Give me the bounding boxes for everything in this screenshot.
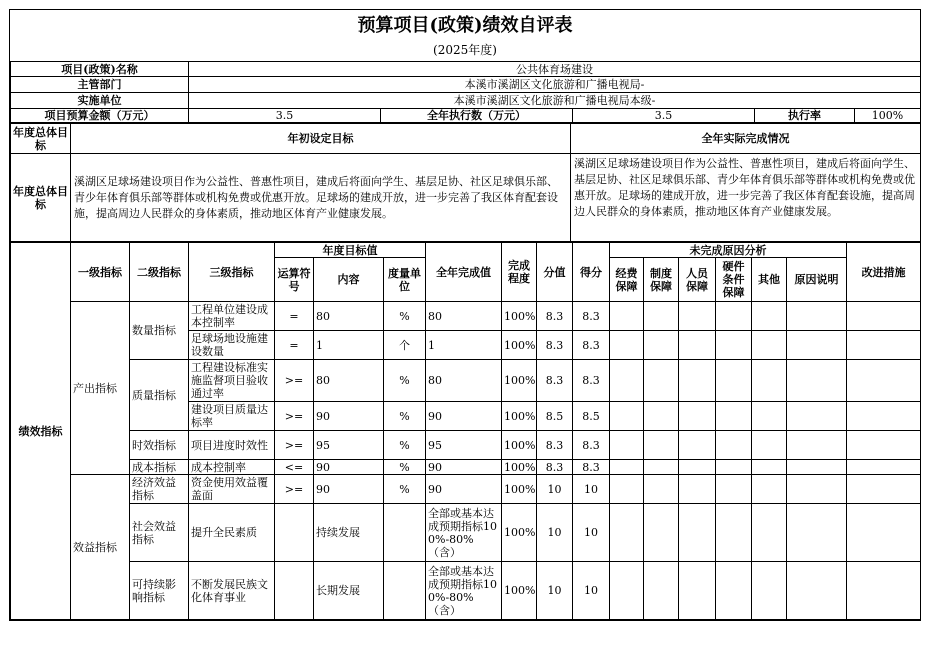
reason-cell: [716, 562, 752, 620]
actual-cell: 全部或基本达成预期指标100%-80%（含）: [426, 562, 502, 620]
actual-cell: 90: [426, 460, 502, 475]
time-indicator-label: 时效指标: [130, 431, 189, 460]
score-cell: 10: [573, 562, 610, 620]
reason-cell: [716, 302, 752, 331]
table-row: [11, 431, 921, 460]
rate-value: 100%: [855, 109, 921, 123]
reason-cell: [716, 402, 752, 431]
header-degree: 完成程度: [502, 243, 537, 302]
header-unit: 度量单位: [384, 258, 426, 302]
reason-cell: [610, 360, 644, 402]
reason-cell: [752, 402, 787, 431]
reason-cell: [610, 504, 644, 562]
reason-cell: [644, 360, 679, 402]
reason-cell: [716, 475, 752, 504]
planned-goal-text: 溪湖区足球场建设项目作为公益性、普惠性项目，建成后将面向学生、基层足协、社区足球俱乐部、青少年体育俱乐部等群体或机构免费或优惠开放。足球场的建成开放，进一步完善了我区体育配套设施，提高周边人民群众的身体素质，推动地区体育产业健康发展。: [71, 154, 571, 242]
value-cell: 10: [537, 504, 573, 562]
reason-cell: [679, 431, 716, 460]
reason-cell: [644, 402, 679, 431]
budget-label: 项目预算金额（万元）: [11, 109, 189, 123]
reason-cell: [716, 360, 752, 402]
level3-name: 不断发展民族文化体育事业: [189, 562, 275, 620]
reason-cell: [752, 360, 787, 402]
degree-cell: 100%: [502, 331, 537, 360]
reason-cell: [610, 402, 644, 431]
project-name-label: 项目(政策)名称: [11, 62, 189, 77]
header-reason-funding: 经费保障: [610, 258, 644, 302]
degree-cell: 100%: [502, 360, 537, 402]
actual-cell: 90: [426, 402, 502, 431]
economic-indicator-label: 经济效益指标: [130, 475, 189, 504]
social-indicator-label: 社会效益指标: [130, 504, 189, 562]
header-reason-system: 制度保障: [644, 258, 679, 302]
reason-cell: [679, 562, 716, 620]
reason-cell: [610, 475, 644, 504]
executed-value: 3.5: [573, 109, 755, 123]
unit-label: 实施单位: [11, 93, 189, 109]
reason-cell: [787, 504, 847, 562]
unit-cell: 个: [384, 331, 426, 360]
score-cell: 8.3: [573, 431, 610, 460]
header-level3: 三级指标: [189, 243, 275, 302]
score-cell: 8.3: [573, 331, 610, 360]
actual-cell: 80: [426, 360, 502, 402]
reason-cell: [644, 431, 679, 460]
performance-indicators-table: [10, 242, 921, 620]
value-cell: 8.5: [537, 402, 573, 431]
level3-name: 资金使用效益覆盖面: [189, 475, 275, 504]
reason-cell: [679, 360, 716, 402]
degree-cell: 100%: [502, 460, 537, 475]
reason-cell: [610, 460, 644, 475]
value-cell: 8.3: [537, 460, 573, 475]
reason-cell: [787, 402, 847, 431]
table-row: [11, 475, 921, 504]
planned-goal-header: 年初设定目标: [71, 124, 571, 154]
project-name-value: 公共体育场建设: [189, 62, 921, 77]
content-cell: 80: [314, 360, 384, 402]
reason-cell: [787, 460, 847, 475]
goals-section-label: 年度总体目标: [11, 124, 71, 154]
budget-value: 3.5: [189, 109, 381, 123]
content-cell: 持续发展: [314, 504, 384, 562]
value-cell: 8.3: [537, 331, 573, 360]
rate-label: 执行率: [755, 109, 855, 123]
header-actual: 全年完成值: [426, 243, 502, 302]
level3-name: 建设项目质量达标率: [189, 402, 275, 431]
reason-cell: [679, 402, 716, 431]
benefit-indicator-label: 效益指标: [71, 475, 130, 620]
reason-cell: [644, 331, 679, 360]
goals-row-label: 年度总体目标: [11, 154, 71, 242]
measures-cell: [847, 460, 921, 475]
measures-cell: [847, 475, 921, 504]
project-info-table: [10, 61, 921, 123]
content-cell: 90: [314, 475, 384, 504]
degree-cell: 100%: [502, 562, 537, 620]
reason-cell: [787, 562, 847, 620]
reason-cell: [610, 331, 644, 360]
header-content: 内容: [314, 258, 384, 302]
unit-cell: %: [384, 475, 426, 504]
measures-cell: [847, 562, 921, 620]
actual-cell: 全部或基本达成预期指标100%-80%（含）: [426, 504, 502, 562]
degree-cell: 100%: [502, 302, 537, 331]
reason-cell: [679, 460, 716, 475]
header-level2: 二级指标: [130, 243, 189, 302]
measures-cell: [847, 431, 921, 460]
self-evaluation-sheet: [9, 9, 921, 621]
reason-cell: [679, 504, 716, 562]
degree-cell: 100%: [502, 402, 537, 431]
reason-cell: [679, 302, 716, 331]
degree-cell: 100%: [502, 475, 537, 504]
unit-value: 本溪市溪湖区文化旅游和广播电视局本级-: [189, 93, 921, 109]
quantity-indicator-label: 数量指标: [130, 302, 189, 360]
operator-cell: [275, 504, 314, 562]
reason-cell: [716, 504, 752, 562]
header-measures: 改进措施: [847, 243, 921, 302]
department-label: 主管部门: [11, 77, 189, 93]
unit-cell: %: [384, 302, 426, 331]
header-reason-group: 未完成原因分析: [610, 243, 847, 258]
reason-cell: [787, 431, 847, 460]
reason-cell: [752, 460, 787, 475]
table-row: [11, 504, 921, 562]
score-cell: 10: [573, 475, 610, 504]
actual-cell: 95: [426, 431, 502, 460]
sustainable-indicator-label: 可持续影响指标: [130, 562, 189, 620]
reason-cell: [752, 562, 787, 620]
reason-cell: [644, 562, 679, 620]
actual-cell: 80: [426, 302, 502, 331]
header-reason-hardware: 硬件条件保障: [716, 258, 752, 302]
operator-cell: >=: [275, 431, 314, 460]
header-operator: 运算符号: [275, 258, 314, 302]
header-reason-staff: 人员保障: [679, 258, 716, 302]
cost-indicator-label: 成本指标: [130, 460, 189, 475]
actual-cell: 1: [426, 331, 502, 360]
unit-cell: %: [384, 360, 426, 402]
reason-cell: [787, 360, 847, 402]
department-value: 本溪市溪湖区文化旅游和广播电视局-: [189, 77, 921, 93]
content-cell: 长期发展: [314, 562, 384, 620]
reason-cell: [752, 302, 787, 331]
content-cell: 95: [314, 431, 384, 460]
reason-cell: [752, 504, 787, 562]
header-reason-desc: 原因说明: [787, 258, 847, 302]
quality-indicator-label: 质量指标: [130, 360, 189, 431]
operator-cell: =: [275, 331, 314, 360]
reason-cell: [787, 302, 847, 331]
unit-cell: %: [384, 460, 426, 475]
degree-cell: 100%: [502, 431, 537, 460]
score-cell: 8.5: [573, 402, 610, 431]
annual-goals-table: [10, 123, 921, 242]
reason-cell: [644, 475, 679, 504]
reason-cell: [644, 460, 679, 475]
reason-cell: [610, 302, 644, 331]
reason-cell: [610, 562, 644, 620]
measures-cell: [847, 504, 921, 562]
table-row: [11, 302, 921, 331]
level3-name: 提升全民素质: [189, 504, 275, 562]
value-cell: 10: [537, 562, 573, 620]
header-reason-other: 其他: [752, 258, 787, 302]
level3-name: 足球场地设施建设数量: [189, 331, 275, 360]
reason-cell: [679, 475, 716, 504]
actual-result-header: 全年实际完成情况: [571, 124, 921, 154]
reason-cell: [752, 431, 787, 460]
reason-cell: [752, 475, 787, 504]
reason-cell: [716, 431, 752, 460]
reason-cell: [716, 460, 752, 475]
reason-cell: [679, 331, 716, 360]
measures-cell: [847, 360, 921, 402]
actual-result-text: 溪湖区足球场建设项目作为公益性、普惠性项目，建成后将面向学生、基层足协、社区足球俱乐部、青少年体育俱乐部等群体或机构免费或优惠开放。足球场的建成开放，进一步完善了我区体育配套设施，提高周边人民群众的身体素质，推动地区体育产业健康发展。: [571, 154, 921, 242]
fiscal-year: (2025年度): [433, 43, 497, 57]
content-cell: 1: [314, 331, 384, 360]
value-cell: 8.3: [537, 302, 573, 331]
header-score-value: 分值: [537, 243, 573, 302]
measures-cell: [847, 302, 921, 331]
output-indicator-label: 产出指标: [71, 302, 130, 475]
operator-cell: >=: [275, 360, 314, 402]
degree-cell: 100%: [502, 504, 537, 562]
header-target-group: 年度目标值: [275, 243, 426, 258]
executed-label: 全年执行数（万元）: [381, 109, 573, 123]
table-row: [11, 360, 921, 402]
content-cell: 90: [314, 460, 384, 475]
reason-cell: [644, 504, 679, 562]
header-score: 得分: [573, 243, 610, 302]
operator-cell: [275, 562, 314, 620]
operator-cell: =: [275, 302, 314, 331]
level3-name: 成本控制率: [189, 460, 275, 475]
level3-name: 工程建设标准实施监督项目验收通过率: [189, 360, 275, 402]
reason-cell: [644, 302, 679, 331]
level3-name: 项目进度时效性: [189, 431, 275, 460]
content-cell: 80: [314, 302, 384, 331]
unit-cell: %: [384, 431, 426, 460]
table-row: [11, 460, 921, 475]
actual-cell: 90: [426, 475, 502, 504]
score-cell: 8.3: [573, 302, 610, 331]
reason-cell: [787, 475, 847, 504]
operator-cell: >=: [275, 475, 314, 504]
indicators-section-label: 绩效指标: [11, 243, 71, 620]
operator-cell: <=: [275, 460, 314, 475]
header-level1: 一级指标: [71, 243, 130, 302]
value-cell: 8.3: [537, 431, 573, 460]
level3-name: 工程单位建设成本控制率: [189, 302, 275, 331]
unit-cell: [384, 504, 426, 562]
reason-cell: [610, 431, 644, 460]
reason-cell: [787, 331, 847, 360]
score-cell: 8.3: [573, 460, 610, 475]
measures-cell: [847, 402, 921, 431]
score-cell: 8.3: [573, 360, 610, 402]
page-title: 预算项目(政策)绩效自评表: [357, 15, 573, 36]
table-row: [11, 562, 921, 620]
score-cell: 10: [573, 504, 610, 562]
unit-cell: [384, 562, 426, 620]
value-cell: 8.3: [537, 360, 573, 402]
measures-cell: [847, 331, 921, 360]
unit-cell: %: [384, 402, 426, 431]
operator-cell: >=: [275, 402, 314, 431]
content-cell: 90: [314, 402, 384, 431]
reason-cell: [752, 331, 787, 360]
reason-cell: [716, 331, 752, 360]
value-cell: 10: [537, 475, 573, 504]
